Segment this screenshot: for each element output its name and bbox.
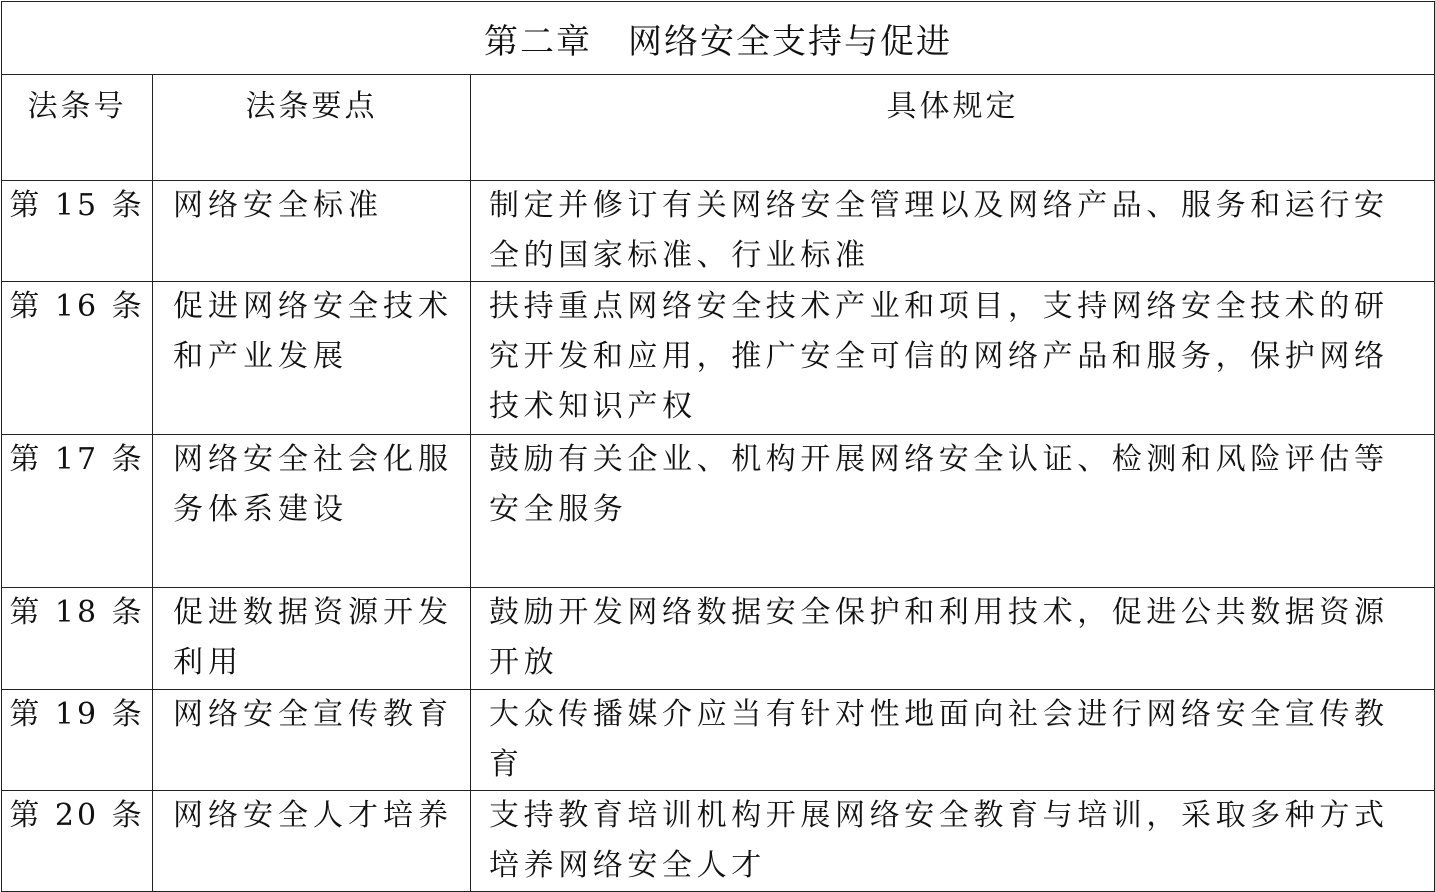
table-row [2,791,1435,892]
article-point: 促进数据资源开发利用 [153,588,471,690]
article-rule: 支持教育培训机构开展网络安全教育与培训，采取多种方式培养网络安全人才 [471,791,1435,892]
header-article-point: 法条要点 [153,75,471,181]
table-row [2,435,1435,588]
article-point: 网络安全标准 [153,181,471,282]
header-row [2,75,1435,181]
article-rule: 鼓励开发网络数据安全保护和利用技术，促进公共数据资源开放 [471,588,1435,690]
article-point: 促进网络安全技术和产业发展 [153,282,471,435]
article-rule: 制定并修订有关网络安全管理以及网络产品、服务和运行安全的国家标准、行业标准 [471,181,1435,282]
article-point: 网络安全社会化服务体系建设 [153,435,471,588]
article-number: 第 18 条 [2,588,153,690]
article-number: 第 15 条 [2,181,153,282]
table-row [2,181,1435,282]
article-point: 网络安全人才培养 [153,791,471,892]
article-number: 第 17 条 [2,435,153,588]
chapter-title: 第二章 网络安全支持与促进 [2,2,1435,75]
header-article-number: 法条号 [2,75,153,181]
header-specific-rule: 具体规定 [471,75,1435,181]
table-row [2,588,1435,690]
article-number: 第 20 条 [2,791,153,892]
article-number: 第 19 条 [2,690,153,791]
law-table [1,1,1435,892]
table-row [2,282,1435,435]
article-point: 网络安全宣传教育 [153,690,471,791]
chapter-title-row [2,2,1435,75]
table-row [2,690,1435,791]
article-rule: 扶持重点网络安全技术产业和项目，支持网络安全技术的研究开发和应用，推广安全可信的网络产品和服务，保护网络技术知识产权 [471,282,1435,435]
article-rule: 大众传播媒介应当有针对性地面向社会进行网络安全宣传教育 [471,690,1435,791]
article-rule: 鼓励有关企业、机构开展网络安全认证、检测和风险评估等安全服务 [471,435,1435,588]
article-number: 第 16 条 [2,282,153,435]
